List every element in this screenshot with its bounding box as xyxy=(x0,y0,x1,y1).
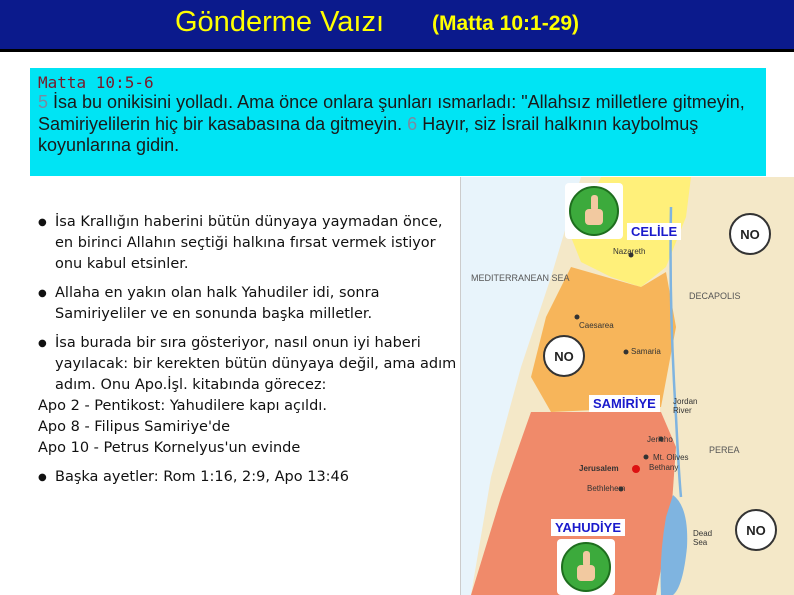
thumbs-up-icon xyxy=(565,183,623,239)
bethany-label: Bethany xyxy=(649,463,679,472)
jerusalem-label: Jerusalem xyxy=(579,464,619,473)
galilee-label: CELİLE xyxy=(627,223,681,240)
no-sign-icon xyxy=(733,507,779,553)
perea-label: PEREA xyxy=(709,445,740,455)
no-sign-text: NO xyxy=(740,227,760,242)
caesarea-dot xyxy=(575,315,580,320)
thumbs-up-icon xyxy=(557,539,615,595)
samaria-label: SAMİRİYE xyxy=(589,395,660,412)
apo-10-line: Apo 10 - Petrus Kornelyus'un evinde xyxy=(38,440,301,456)
bullet-list xyxy=(38,212,458,488)
mt-olives-label: Mt. Olives xyxy=(653,453,689,462)
verse-5-text: İsa bu onikisini yolladı. Ama önce onlara şunları ısmarladı: "Allahsız milletlere gitmeyin, Samiriyelilerin hiç bir kasabasına da gitmeyin. xyxy=(38,92,745,134)
no-sign-text: NO xyxy=(554,349,574,364)
palestine-map xyxy=(460,177,794,595)
slide-reference: (Matta 10:1-29) xyxy=(432,12,580,35)
no-sign-text: NO xyxy=(746,523,766,538)
bullet-item: ● İsa Krallığın haberini bütün dünyaya yaymadan önce, en birinci Allahın seçtiği halkına fırsat vermek istiyor onu kabul etsinler. xyxy=(38,212,458,275)
sea-label: MEDITERRANEAN SEA xyxy=(471,273,570,283)
nazareth-label: Nazareth xyxy=(613,247,646,256)
title-bar xyxy=(0,0,794,52)
judea-label: YAHUDİYE xyxy=(551,519,625,536)
decapolis-label: DECAPOLIS xyxy=(689,291,741,301)
apo-2-line: Apo 2 - Pentikost: Yahudilere kapı açıldı. xyxy=(38,398,327,414)
jordan-label: Jordan River xyxy=(673,397,698,415)
caesarea-label: Caesarea xyxy=(579,321,614,330)
verse-text xyxy=(38,92,758,157)
verse-box xyxy=(30,68,766,176)
bullet-item: ● Başka ayetler: Rom 1:16, 2:9, Apo 13:46 xyxy=(38,467,458,488)
verse-reference: Matta 10:5-6 xyxy=(38,73,154,92)
slide-title: Gönderme Vaızı xyxy=(175,6,385,38)
samaria-city-label: Samaria xyxy=(631,347,661,356)
no-sign-icon xyxy=(541,333,587,379)
bullet-item: ● Allaha en yakın olan halk Yahudiler idi, sonra Samiriyeliler ve en sonunda başka milletler. xyxy=(38,283,458,325)
mt-olives-dot xyxy=(644,455,649,460)
bethlehem-label: Bethlehem xyxy=(587,484,626,493)
apo-8-line: Apo 8 - Filipus Samiriye'de xyxy=(38,419,231,435)
verse-number-5: 5 xyxy=(38,92,49,112)
bullet-item: ● İsa burada bir sıra gösteriyor, nasıl onun iyi haberi yayılacak: bir kerekten bütün dünyaya değil, ama adım adım. Onu Apo.İşl. kitabında görecez: xyxy=(38,333,458,396)
jerusalem-dot xyxy=(632,465,640,473)
verse-6-text: Hayır, siz İsrail halkının kaybolmuş koyunlarına gidin. xyxy=(38,113,699,155)
jericho-label: Jericho xyxy=(647,435,673,444)
dead-sea-label: Dead Sea xyxy=(693,529,713,547)
verse-number-6: 6 xyxy=(402,113,418,134)
samaria-dot xyxy=(624,350,629,355)
no-sign-icon xyxy=(727,211,773,257)
